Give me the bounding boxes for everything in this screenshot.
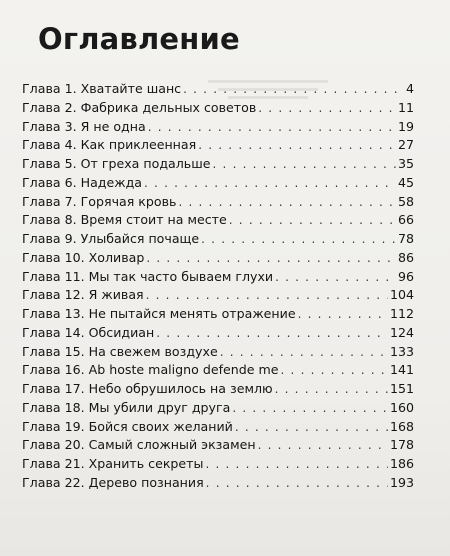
dot-leader: [235, 418, 388, 437]
toc-entry: [22, 436, 414, 455]
dot-leader: [206, 474, 388, 493]
page-number: 151: [389, 381, 414, 396]
dot-leader: [281, 361, 388, 380]
dot-leader: [201, 230, 396, 249]
toc-entry: [22, 418, 414, 437]
dot-leader: [275, 380, 388, 399]
dot-leader: [258, 436, 388, 455]
chapter-title: Глава 11. Мы так часто бываем глухи: [22, 268, 274, 284]
chapter-title: Глава 3. Я не одна: [22, 118, 146, 134]
chapter-title: Глава 19. Бойся своих желаний: [22, 418, 233, 434]
dot-leader: [198, 136, 396, 155]
chapter-title: Глава 5. От греха подальше: [22, 156, 211, 171]
page-number: 96: [397, 268, 414, 284]
toc-entry: [22, 268, 414, 287]
page-number: 86: [397, 249, 414, 265]
chapter-title: Глава 8. Время стоит на месте: [22, 212, 227, 228]
chapter-title: Глава 7. Горячая кровь: [22, 193, 177, 209]
page-number: 19: [397, 118, 414, 134]
page-number: 35: [397, 156, 414, 171]
toc-entry: [22, 324, 414, 343]
toc-entry: [22, 305, 414, 324]
chapter-title: Глава 22. Дерево познания: [22, 474, 204, 490]
toc-entry: [22, 399, 414, 418]
toc-entry: [22, 249, 414, 268]
toc-entry: [22, 343, 414, 362]
toc-entry: [22, 474, 414, 493]
toc-entry: [22, 136, 414, 155]
page-number: 124: [389, 324, 414, 340]
page-title: Оглавление: [38, 22, 240, 56]
page-number: 186: [389, 456, 414, 471]
toc-entry: [22, 380, 414, 399]
page-number: 27: [397, 137, 414, 153]
dot-leader: [148, 118, 396, 137]
dot-leader: [144, 174, 396, 193]
page-number: 193: [389, 474, 414, 490]
chapter-title: Глава 16. Ab hoste maligno defende me: [22, 362, 279, 378]
toc-entry: [22, 361, 414, 380]
toc-entry: [22, 155, 414, 174]
dot-leader: [232, 399, 388, 418]
dot-leader: [146, 286, 388, 305]
dot-leader: [178, 193, 396, 212]
chapter-title: Глава 9. Улыбайся почаще: [22, 231, 200, 246]
page-number: 58: [397, 193, 414, 209]
dot-leader: [213, 155, 396, 174]
chapter-title: Глава 1. Хватайте шанс: [22, 81, 182, 96]
toc-entry: [22, 80, 414, 99]
page-number: 78: [397, 231, 414, 246]
page-number: 168: [389, 418, 414, 434]
dot-leader: [156, 324, 388, 343]
dot-leader: [258, 99, 396, 118]
chapter-title: Глава 12. Я живая: [22, 287, 144, 303]
page-number: 133: [389, 343, 414, 359]
dot-leader: [205, 455, 388, 474]
table-of-contents: [22, 80, 414, 493]
dot-leader: [183, 80, 398, 99]
chapter-title: Глава 10. Холивар: [22, 249, 145, 265]
toc-entry: [22, 230, 414, 249]
toc-entry: [22, 455, 414, 474]
dot-leader: [146, 249, 396, 268]
page-number: 112: [389, 306, 414, 321]
chapter-title: Глава 2. Фабрика дельных советов: [22, 99, 257, 115]
page-number: 141: [389, 362, 414, 378]
page-number: 45: [397, 174, 414, 190]
chapter-title: Глава 20. Самый сложный экзамен: [22, 437, 256, 453]
dot-leader: [298, 305, 388, 324]
chapter-title: Глава 18. Мы убили друг друга: [22, 399, 231, 415]
chapter-title: Глава 14. Обсидиан: [22, 324, 155, 340]
page-number: 66: [397, 212, 414, 228]
toc-entry: [22, 174, 414, 193]
dot-leader: [275, 268, 396, 287]
toc-entry: [22, 118, 414, 137]
chapter-title: Глава 15. На свежем воздухе: [22, 343, 218, 359]
page-number: 178: [389, 437, 414, 453]
page-number: 104: [389, 287, 414, 303]
chapter-title: Глава 4. Как приклеенная: [22, 137, 197, 153]
page-number: 160: [389, 399, 414, 415]
toc-entry: [22, 193, 414, 212]
dot-leader: [220, 343, 388, 362]
chapter-title: Глава 13. Не пытайся менять отражение: [22, 306, 296, 321]
chapter-title: Глава 6. Надежда: [22, 174, 143, 190]
chapter-title: Глава 17. Небо обрушилось на землю: [22, 381, 273, 396]
dot-leader: [229, 211, 396, 230]
toc-entry: [22, 211, 414, 230]
toc-entry: [22, 99, 414, 118]
page-number: 11: [397, 99, 414, 115]
page-number: 4: [405, 81, 414, 96]
toc-entry: [22, 286, 414, 305]
chapter-title: Глава 21. Хранить секреты: [22, 456, 204, 471]
